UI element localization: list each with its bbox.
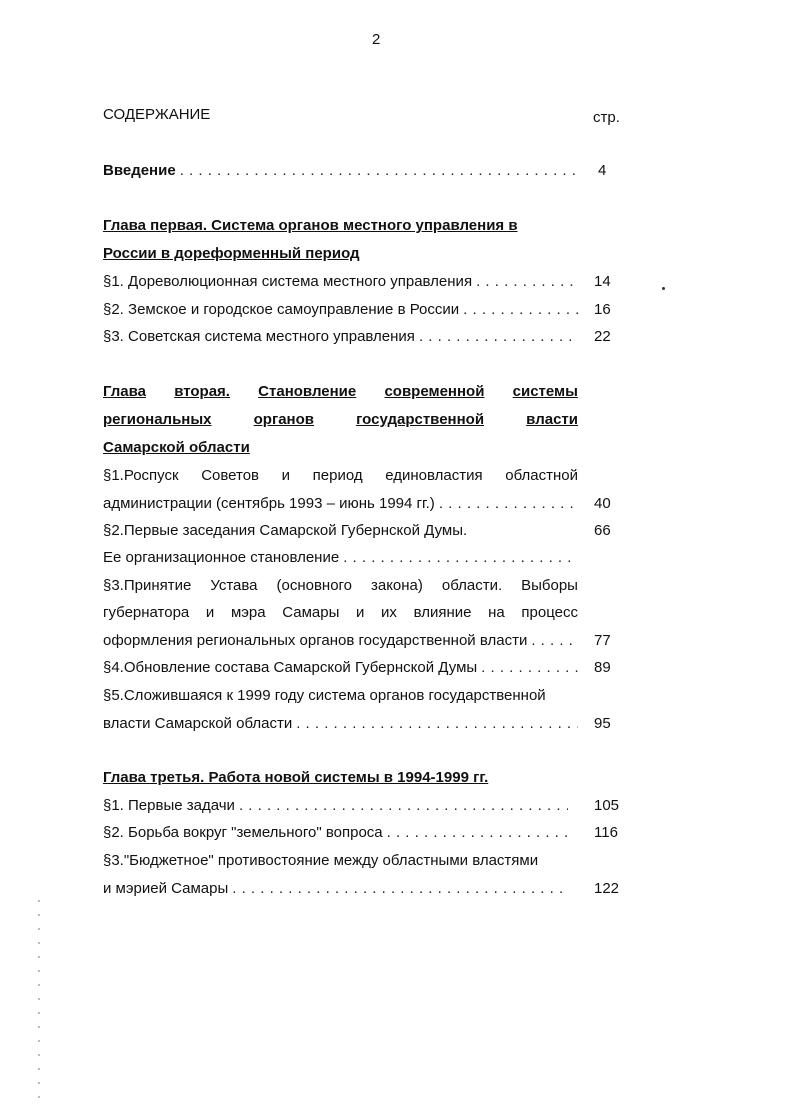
word: единовластия xyxy=(385,467,483,484)
toc-entry-intro xyxy=(103,162,578,179)
toc-entry-s4 xyxy=(103,659,578,676)
toc-entry-label: §1. Первые задачи xyxy=(103,797,235,814)
toc-entry-label: §4.Обновление состава Самарской Губернской Думы xyxy=(103,659,478,676)
word: губернатора xyxy=(103,604,190,621)
toc-entry-page: 66 xyxy=(594,522,611,539)
word: системы xyxy=(512,383,578,400)
word: Самары xyxy=(282,604,340,621)
toc-entry-page: 14 xyxy=(594,273,611,290)
toc-entry-page: 77 xyxy=(594,632,611,649)
word: и xyxy=(356,604,365,621)
word: влияние xyxy=(413,604,472,621)
toc-entry xyxy=(103,797,568,814)
word: государственной xyxy=(356,411,485,428)
dot-leader xyxy=(296,715,578,732)
word: мэра xyxy=(230,604,266,621)
toc-entry-page: 22 xyxy=(594,328,611,345)
scan-edge-artifact xyxy=(38,900,40,1100)
word: Глава xyxy=(103,383,146,400)
toc-entry-label: §2. Борьба вокруг "земельного" вопроса xyxy=(103,824,383,841)
toc-entry-label: оформления региональных органов государственной власти xyxy=(103,632,528,649)
chapter3-heading: Глава третья. Работа новой системы в 1994-1999 гг. xyxy=(103,769,489,786)
word: вторая. xyxy=(174,383,230,400)
chapter1-heading-line2: России в дореформенный период xyxy=(103,245,360,262)
toc-entry-page: 95 xyxy=(594,715,611,732)
word: их xyxy=(381,604,397,621)
chapter2-heading-line1 xyxy=(103,383,578,400)
dot-leader xyxy=(239,797,568,814)
toc-entry xyxy=(103,301,578,318)
dot-leader xyxy=(343,549,578,566)
word: органов xyxy=(253,411,314,428)
toc-entry-page: 122 xyxy=(594,880,620,897)
toc-entry-label: §1. Дореволюционная система местного управления xyxy=(103,273,473,290)
dot-leader xyxy=(387,824,568,841)
toc-entry-page: 116 xyxy=(594,824,618,841)
toc-entry-label: Введение xyxy=(103,162,176,179)
toc-entry xyxy=(103,273,578,290)
word: Выборы xyxy=(521,577,578,594)
word: и xyxy=(281,467,291,484)
dot-leader xyxy=(439,495,578,512)
dot-leader xyxy=(232,880,568,897)
word: власти xyxy=(526,411,578,428)
word: §3.Принятие xyxy=(103,577,192,594)
toc-entry-label: и мэрией Самары xyxy=(103,880,229,897)
toc-entry-s5-line2 xyxy=(103,715,578,732)
word: области. xyxy=(441,577,503,594)
toc-entry-s3-line3 xyxy=(103,632,578,649)
word: Устава xyxy=(210,577,258,594)
toc-entry xyxy=(103,824,568,841)
word: и xyxy=(205,604,215,621)
toc-entry-s1-line1 xyxy=(103,467,578,484)
toc-entry-page: 4 xyxy=(598,162,607,179)
chapter2-heading-line3: Самарской области xyxy=(103,439,250,456)
toc-entry-page: 105 xyxy=(594,797,620,814)
word: §1.Роспуск xyxy=(103,467,179,484)
toc-entry-s3-line2 xyxy=(103,604,578,621)
word: областной xyxy=(505,467,578,484)
scan-speck xyxy=(662,287,665,290)
toc-entry-s2-line2 xyxy=(103,549,578,566)
word: закона) xyxy=(370,577,423,594)
toc-entry-label: §3. Советская система местного управления xyxy=(103,328,415,345)
toc-entry-label: власти Самарской области xyxy=(103,715,293,732)
toc-entry-s3-line1 xyxy=(103,577,578,594)
toc-entry-s5-line1: §5.Сложившаяся к 1999 году система органов государственной xyxy=(103,687,546,704)
toc-entry-page: 16 xyxy=(594,301,611,318)
toc-entry-label: §2. Земское и городское самоуправление в России xyxy=(103,301,460,318)
word: современной xyxy=(384,383,485,400)
dot-leader xyxy=(476,273,578,290)
chapter1-heading-line1: Глава первая. Система органов местного управления в xyxy=(103,217,518,234)
page-column-label: стр. xyxy=(593,109,620,126)
page-number: 2 xyxy=(372,31,381,48)
dot-leader xyxy=(481,659,578,676)
toc-entry-s2-line1: §2.Первые заседания Самарской Губернской Думы. xyxy=(103,522,468,539)
dot-leader xyxy=(463,301,578,318)
word: региональных xyxy=(103,411,212,428)
word: Становление xyxy=(258,383,357,400)
word: на xyxy=(488,604,505,621)
word: Советов xyxy=(201,467,260,484)
toc-entry-ch3-s3-line1: §3."Бюджетное" противостояние между областными властями xyxy=(103,852,539,869)
toc-title: СОДЕРЖАНИЕ xyxy=(103,106,211,123)
word: процесс xyxy=(521,604,578,621)
dot-leader xyxy=(180,162,578,179)
word: период xyxy=(312,467,363,484)
toc-entry-label: Ее организационное становление xyxy=(103,549,340,566)
dot-leader xyxy=(419,328,578,345)
dot-leader xyxy=(531,632,578,649)
toc-entry-page: 40 xyxy=(594,495,611,512)
toc-entry xyxy=(103,328,578,345)
word: (основного xyxy=(276,577,353,594)
toc-entry-s1-line2 xyxy=(103,495,578,512)
toc-entry-label: администрации (сентябрь 1993 – июнь 1994 гг.) xyxy=(103,495,435,512)
chapter2-heading-line2 xyxy=(103,411,578,428)
toc-entry-page: 89 xyxy=(594,659,611,676)
toc-entry-ch3-s3-line2 xyxy=(103,880,568,897)
